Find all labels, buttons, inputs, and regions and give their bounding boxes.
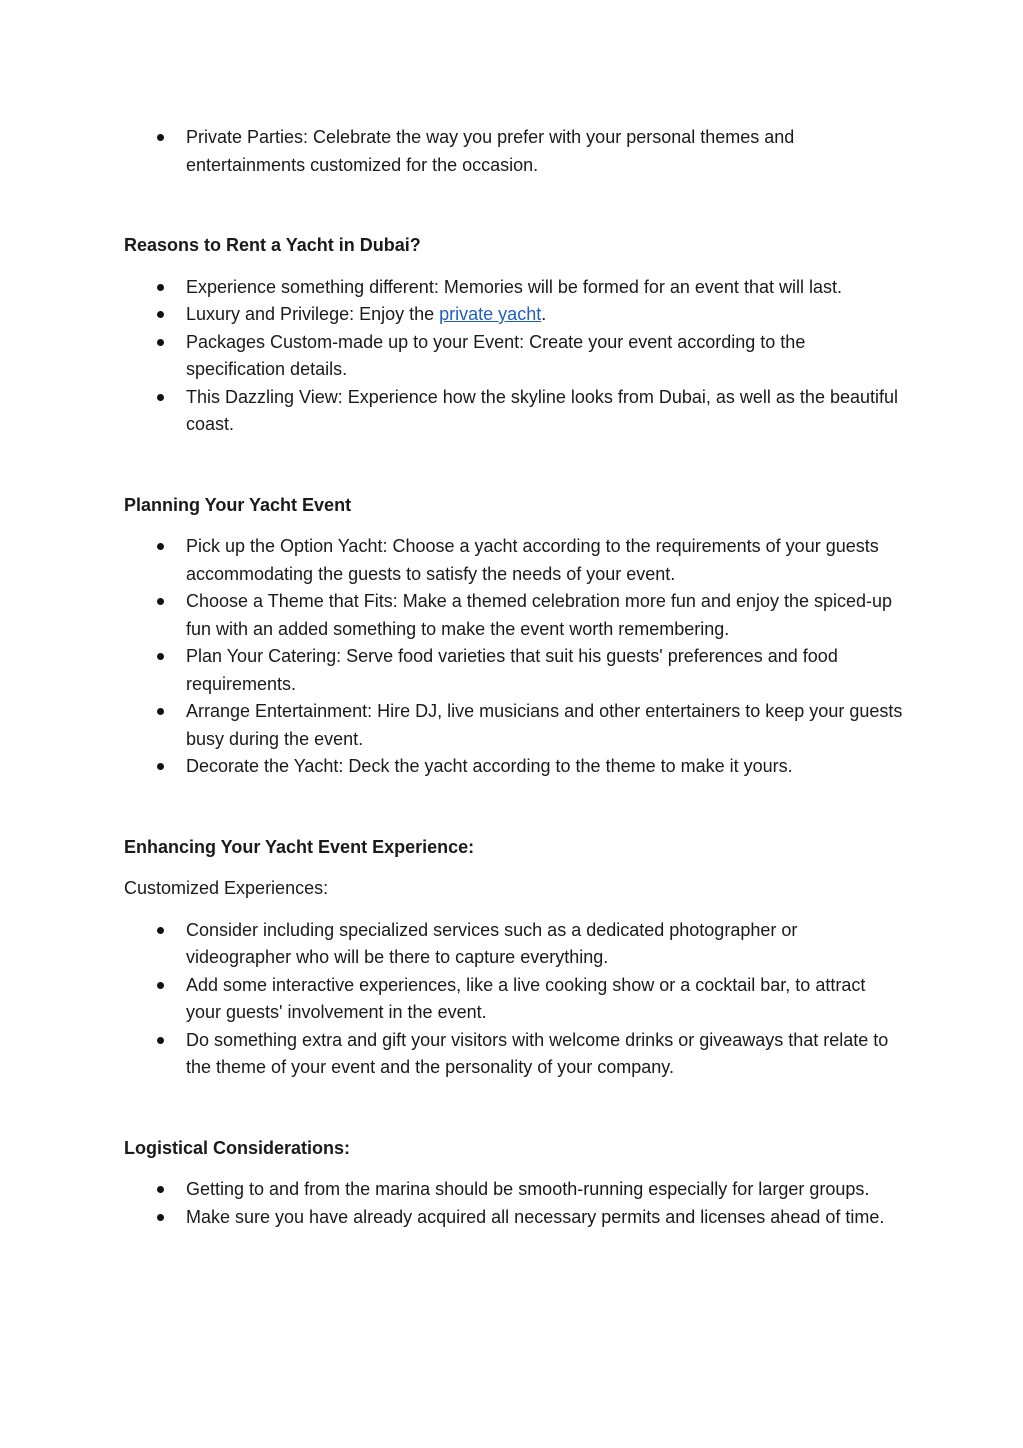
list-item: Private Parties: Celebrate the way you prefer with your personal themes and entertainments customized for the occasion. <box>124 124 904 179</box>
bullet-icon <box>157 394 164 401</box>
document-body <box>124 124 904 1231</box>
bullet-icon <box>157 543 164 550</box>
bullet-icon <box>157 927 164 934</box>
bullet-icon <box>157 339 164 346</box>
private-yacht-link[interactable]: private yacht <box>439 304 542 324</box>
list-item: Luxury and Privilege: Enjoy the private yacht. <box>124 301 904 329</box>
enhancing-list <box>124 917 904 1082</box>
list-item: Pick up the Option Yacht: Choose a yacht according to the requirements of your guests accommodating the guests to satisfy the needs of your event. <box>124 533 904 588</box>
bullet-icon <box>157 134 164 141</box>
bullet-icon <box>157 763 164 770</box>
bullet-icon <box>157 311 164 318</box>
list-item: Add some interactive experiences, like a live cooking show or a cocktail bar, to attract your guests' involvement in the event. <box>124 972 904 1027</box>
bullet-icon <box>157 1186 164 1193</box>
bullet-icon <box>157 598 164 605</box>
logistics-list <box>124 1176 904 1231</box>
list-item: Choose a Theme that Fits: Make a themed celebration more fun and enjoy the spiced-up fun with an added something to make the event worth remembering. <box>124 588 904 643</box>
section-heading-planning: Planning Your Yacht Event <box>124 494 352 515</box>
bullet-icon <box>157 1214 164 1221</box>
bullet-icon <box>157 708 164 715</box>
list-item: Arrange Entertainment: Hire DJ, live musicians and other entertainers to keep your guests busy during the event. <box>124 698 904 753</box>
list-item: This Dazzling View: Experience how the skyline looks from Dubai, as well as the beautiful coast. <box>124 384 904 439</box>
intro-list <box>124 124 904 179</box>
subheading-customized: Customized Experiences: <box>124 878 329 898</box>
list-item: Experience something different: Memories will be formed for an event that will last. <box>124 274 904 302</box>
list-item: Do something extra and gift your visitors with welcome drinks or giveaways that relate to the theme of your event and the personality of your company. <box>124 1027 904 1082</box>
reasons-list <box>124 274 904 439</box>
bullet-icon <box>157 653 164 660</box>
list-item: Decorate the Yacht: Deck the yacht according to the theme to make it yours. <box>124 753 904 781</box>
planning-list <box>124 533 904 781</box>
bullet-icon <box>157 982 164 989</box>
section-heading-enhancing: Enhancing Your Yacht Event Experience: <box>124 836 475 857</box>
list-item: Packages Custom-made up to your Event: Create your event according to the specification details. <box>124 329 904 384</box>
list-item: Consider including specialized services such as a dedicated photographer or videographer who will be there to capture everything. <box>124 917 904 972</box>
list-item: Getting to and from the marina should be smooth-running especially for larger groups. <box>124 1176 904 1204</box>
list-item: Plan Your Catering: Serve food varieties that suit his guests' preferences and food requirements. <box>124 643 904 698</box>
bullet-icon <box>157 284 164 291</box>
section-heading-logistics: Logistical Considerations: <box>124 1137 351 1158</box>
list-item: Make sure you have already acquired all necessary permits and licenses ahead of time. <box>124 1204 904 1232</box>
section-heading-reasons: Reasons to Rent a Yacht in Dubai? <box>124 235 421 255</box>
bullet-icon <box>157 1037 164 1044</box>
